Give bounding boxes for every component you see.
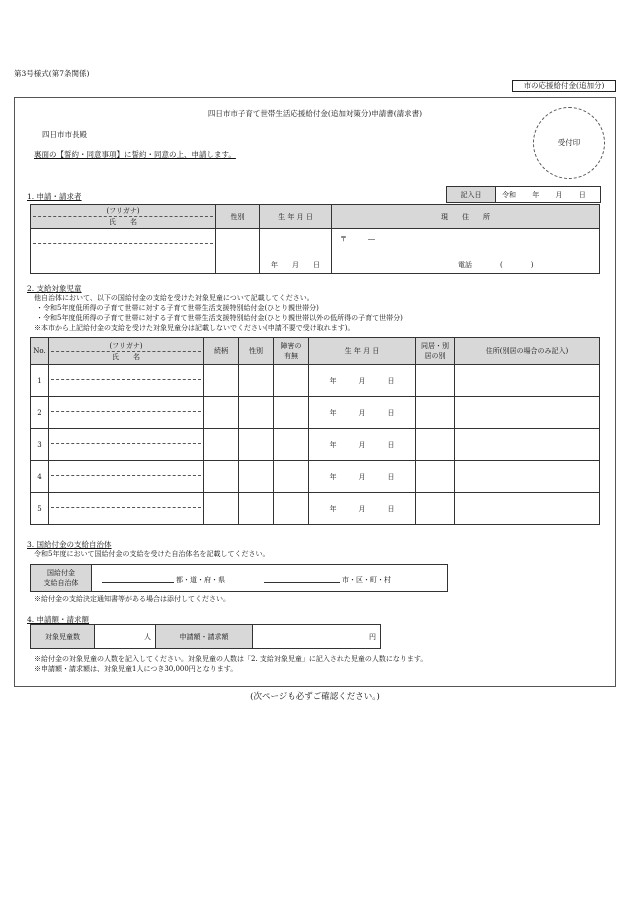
month-label: 月: [292, 261, 299, 269]
row-number: 1: [31, 365, 49, 397]
municipality-field[interactable]: [92, 565, 448, 592]
section1-heading: 1. 申請・請求者: [27, 192, 82, 201]
child-name-field[interactable]: [49, 397, 204, 429]
row-number: 2: [31, 397, 49, 429]
child-address-field[interactable]: [455, 365, 600, 397]
relation-header: 続柄: [204, 338, 239, 365]
birthdate-header: 生 年 月 日: [309, 338, 416, 365]
table-row: [31, 365, 600, 397]
row-number: 3: [31, 429, 49, 461]
table-row: [31, 493, 600, 525]
cohabit-field[interactable]: [416, 429, 455, 461]
child-name-field[interactable]: [49, 493, 204, 525]
gender-field[interactable]: [239, 461, 274, 493]
applicant-name-field[interactable]: [31, 229, 216, 274]
name-label: 氏 名: [109, 218, 137, 226]
applicant-table: [30, 204, 600, 274]
disability-field[interactable]: [274, 461, 309, 493]
gender-header: 性別: [239, 338, 274, 365]
entry-date-table: [446, 186, 601, 203]
birthdate-field[interactable]: 年 月 日: [309, 365, 416, 397]
year-label: 年: [271, 261, 278, 269]
child-address-field[interactable]: [455, 397, 600, 429]
row-number: 5: [31, 493, 49, 525]
gender-field[interactable]: [239, 429, 274, 461]
section3-footnote: ※給付金の支給決定通知書等がある場合は添付してください。: [34, 595, 230, 603]
cohabit-field[interactable]: [416, 461, 455, 493]
relation-field[interactable]: [204, 461, 239, 493]
category-badge: 市の応援給付金(追加分): [512, 80, 616, 92]
declaration: 裏面の【誓約・同意事項】に誓約・同意の上、申請します。: [34, 150, 236, 159]
form-title: 四日市市子育て世帯生活応援給付金(追加対策分)申請書(請求書): [207, 109, 423, 118]
cohabit-field[interactable]: [416, 493, 455, 525]
municipality-label: 国給付金 支給自治体: [31, 565, 92, 592]
relation-field[interactable]: [204, 365, 239, 397]
gender-field[interactable]: [239, 365, 274, 397]
child-count-label: 対象児童数: [31, 625, 95, 649]
disability-field[interactable]: [274, 397, 309, 429]
amount-label: 申請額・請求額: [156, 625, 253, 649]
furigana-label: (フリガナ): [33, 206, 213, 217]
applicant-birthdate-field[interactable]: [260, 229, 332, 274]
form-number: 第3号様式(第7条関係): [14, 69, 90, 78]
furigana-label: (フリガナ): [51, 341, 201, 352]
footer-note: (次ページも必ずご確認ください。): [250, 692, 380, 702]
cohabit-header: 同居・別 居の別: [416, 338, 455, 365]
applicant-address-field[interactable]: [332, 229, 600, 274]
table-row: [31, 429, 600, 461]
city-suffix: 市・区・町・村: [342, 576, 391, 584]
section2-notes: [34, 293, 403, 333]
amount-field[interactable]: 円: [253, 625, 381, 649]
birthdate-header: 生 年 月 日: [260, 205, 332, 229]
postal-code-label: 〒 ―: [340, 235, 375, 243]
note-line: ※本市から上記給付金の支給を受けた対象児童分は記載しないでください(申請不要で受け取れます)。: [34, 324, 355, 332]
amount-table: [30, 624, 381, 649]
entry-date-label: 記入日: [447, 187, 496, 203]
child-address-field[interactable]: [455, 429, 600, 461]
note-line: ※申請額・請求額は、対象児童1人につき30,000円となります。: [34, 665, 238, 673]
disability-field[interactable]: [274, 493, 309, 525]
municipality-table: [30, 564, 448, 592]
child-address-field[interactable]: [455, 493, 600, 525]
month-label: 月: [555, 190, 563, 199]
child-address-header: 住所(別居の場合のみ記入): [455, 338, 600, 365]
gender-header: 性別: [216, 205, 260, 229]
child-name-header: [49, 338, 204, 365]
no-header: No.: [31, 338, 49, 365]
birthdate-field[interactable]: 年 月 日: [309, 461, 416, 493]
name-label: 氏 名: [112, 352, 140, 361]
child-address-field[interactable]: [455, 461, 600, 493]
gender-field[interactable]: [239, 493, 274, 525]
entry-date-field[interactable]: [496, 187, 601, 203]
relation-field[interactable]: [204, 397, 239, 429]
section4-notes: [34, 654, 427, 674]
section2-heading: 2. 支給対象児童: [27, 284, 82, 293]
table-row: [31, 461, 600, 493]
child-name-field[interactable]: [49, 461, 204, 493]
note-line: ・令和5年度低所得の子育て世帯に対する子育て世帯生活支援特別給付金(ひとり親世帯以外の低所得の子育て世帯分): [36, 314, 403, 322]
birthdate-field[interactable]: 年 月 日: [309, 397, 416, 429]
disability-field[interactable]: [274, 365, 309, 397]
relation-field[interactable]: [204, 429, 239, 461]
reception-stamp: 受付印: [533, 107, 605, 179]
birthdate-field[interactable]: 年 月 日: [309, 493, 416, 525]
gender-field[interactable]: [239, 397, 274, 429]
prefecture-suffix: 都・道・府・県: [176, 576, 225, 584]
address-header: 現 住 所: [332, 205, 600, 229]
era-label: 令和: [502, 190, 516, 199]
section3-note: 令和5年度において国給付金の支給を受けた自治体名を記載してください。: [34, 550, 270, 558]
day-label: 日: [578, 190, 586, 199]
child-name-field[interactable]: [49, 365, 204, 397]
section3-heading: 3. 国給付金の支給自治体: [27, 540, 112, 549]
table-row: [31, 397, 600, 429]
child-count-field[interactable]: 人: [95, 625, 156, 649]
children-table: [30, 337, 600, 525]
note-line: ※給付金の対象児童の人数を記入してください。対象児童の人数は「2. 支給対象児童」に記入された児童の人数になります。: [34, 655, 428, 663]
cohabit-field[interactable]: [416, 365, 455, 397]
cohabit-field[interactable]: [416, 397, 455, 429]
section4-heading: 4. 申請額・請求額: [27, 615, 90, 624]
birthdate-field[interactable]: 年 月 日: [309, 429, 416, 461]
addressee: 四日市市長殿: [42, 130, 87, 139]
day-label: 日: [313, 261, 320, 269]
applicant-gender-field[interactable]: [216, 229, 260, 274]
note-line: 他自治体において、以下の国給付金の支給を受けた対象児童について記載してください。: [34, 294, 314, 302]
phone-label: 電話 ( ): [458, 261, 534, 269]
disability-field[interactable]: [274, 429, 309, 461]
note-line: ・令和5年度低所得の子育て世帯に対する子育て世帯生活支援特別給付金(ひとり親世帯分): [36, 304, 319, 312]
disability-header: 障害の 有無: [274, 338, 309, 365]
relation-field[interactable]: [204, 493, 239, 525]
row-number: 4: [31, 461, 49, 493]
child-name-field[interactable]: [49, 429, 204, 461]
applicant-name-header: [31, 205, 216, 229]
year-label: 年: [532, 190, 540, 199]
